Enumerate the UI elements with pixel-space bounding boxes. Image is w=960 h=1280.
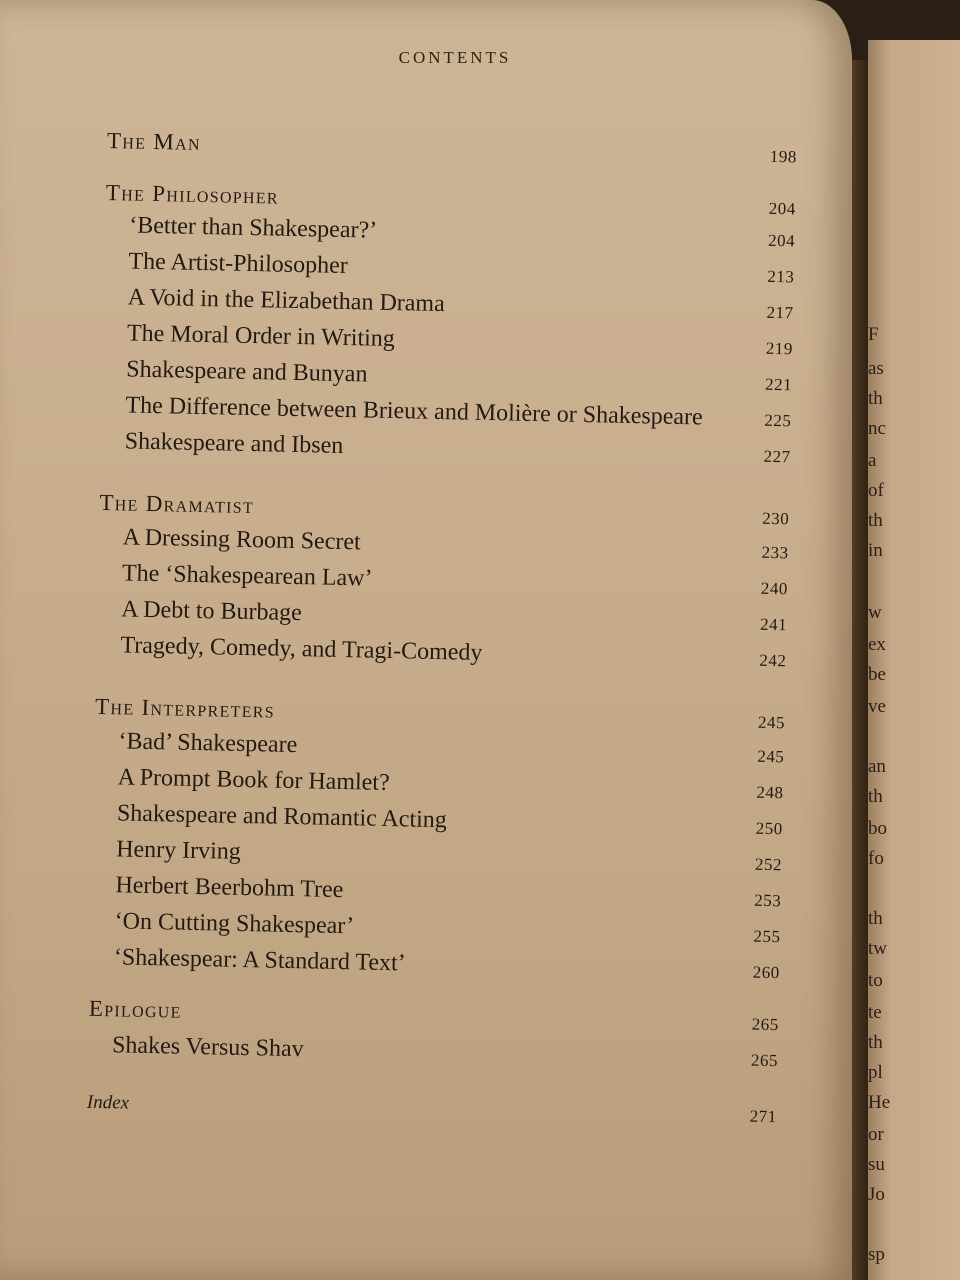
entry-page-number: 217 (766, 302, 794, 323)
entry-title: Shakespeare and Ibsen (124, 428, 344, 459)
facing-text-fragment: te (868, 1002, 882, 1023)
facing-text-fragment: be (868, 664, 886, 685)
entry-page-number: 204 (767, 230, 796, 251)
entry-page-number: 271 (749, 1106, 777, 1127)
toc-entry-the-man (107, 128, 797, 168)
toc-entry-bad-shakespeare (94, 728, 784, 769)
facing-text-fragment: ex (868, 634, 886, 655)
toc-entry-void-elizabethan (103, 284, 793, 325)
toc-entry-standard-text (90, 944, 780, 985)
facing-text-fragment: th (868, 786, 883, 807)
facing-text-fragment: sp (868, 1244, 885, 1265)
entry-title: The Difference between Brieux and Molière or Shakespeare (125, 392, 703, 431)
entry-title: The Dramatist (99, 489, 255, 519)
entry-page-number: 250 (755, 818, 783, 839)
toc-entry-dressing-room (98, 524, 788, 565)
entry-page-number: 198 (769, 146, 798, 167)
entry-title: The ‘Shakespearean Law’ (121, 560, 373, 592)
toc-entry-shakes-versus-shav (88, 1032, 778, 1073)
entry-title: Henry Irving (115, 836, 242, 865)
entry-page-number: 213 (767, 266, 795, 287)
entry-title: The Man (106, 127, 202, 155)
facing-text-fragment: a (868, 450, 877, 471)
entry-page-number: 252 (754, 854, 783, 875)
entry-title: The Philosopher (105, 179, 280, 209)
facing-text-fragment: ve (868, 696, 886, 717)
entry-title: ‘Bad’ Shakespeare (118, 728, 298, 759)
toc-entry-romantic-acting (93, 800, 783, 841)
toc-entry-the-dramatist (99, 490, 789, 530)
entry-title: A Prompt Book for Hamlet? (117, 764, 390, 797)
facing-text-fragment: th (868, 510, 883, 531)
toc-entry-shakespearean-law (98, 560, 788, 601)
table-of-contents (83, 0, 810, 1280)
toc-entry-brieux-moliere (101, 392, 791, 433)
toc-entry-prompt-book (93, 764, 783, 805)
toc-entry-artist-philosopher (104, 248, 794, 289)
facing-text-fragment: F (868, 324, 879, 345)
entry-title: ‘Better than Shakespear?’ (129, 212, 378, 244)
entry-page-number: 221 (764, 374, 793, 395)
entry-page-number: 240 (760, 578, 789, 599)
entry-title: Herbert Beerbohm Tree (115, 872, 344, 904)
toc-entry-the-interpreters (95, 694, 785, 734)
facing-text-fragment: in (868, 540, 883, 561)
entry-page-number: 265 (751, 1014, 779, 1035)
entry-title: A Void in the Elizabethan Drama (127, 284, 446, 318)
entry-title: The Interpreters (94, 693, 276, 723)
facing-text-fragment: tw (868, 938, 887, 959)
entry-title: ‘On Cutting Shakespear’ (114, 908, 355, 940)
facing-text-fragment: as (868, 358, 884, 379)
facing-page (868, 40, 960, 1280)
entry-page-number: 225 (764, 410, 792, 431)
facing-text-fragment: bo (868, 818, 887, 839)
toc-entry-henry-irving (92, 836, 782, 877)
entry-title: A Debt to Burbage (120, 596, 303, 627)
facing-text-fragment: nc (868, 418, 886, 439)
facing-text-fragment: th (868, 388, 883, 409)
facing-text-fragment: to (868, 970, 883, 991)
entry-title: Shakespeare and Romantic Acting (116, 800, 448, 834)
entry-page-number: 265 (750, 1050, 779, 1071)
toc-entry-shakespeare-bunyan (102, 356, 792, 397)
entry-page-number: 219 (765, 338, 794, 359)
facing-text-fragment: of (868, 480, 884, 501)
running-head: CONTENTS (398, 48, 512, 67)
facing-text-fragment: pl (868, 1062, 883, 1083)
toc-entry-moral-order (103, 320, 793, 361)
facing-text-fragment: th (868, 908, 883, 929)
entry-page-number: 233 (761, 542, 789, 563)
toc-entry-tragedy-comedy (96, 632, 786, 673)
entry-page-number: 242 (759, 650, 787, 671)
facing-text-fragment: su (868, 1154, 885, 1175)
toc-entry-debt-burbage (97, 596, 787, 637)
facing-text-fragment: w (868, 602, 882, 623)
entry-page-number: 227 (763, 446, 791, 467)
facing-text-fragment: an (868, 756, 886, 777)
entry-page-number: 241 (759, 614, 788, 635)
entry-title: Tragedy, Comedy, and Tragi-Comedy (120, 632, 483, 666)
facing-text-fragment: fo (868, 848, 884, 869)
entry-title: Shakespeare and Bunyan (125, 356, 368, 388)
facing-text-fragment: He (868, 1092, 891, 1113)
toc-entry-epilogue (89, 996, 779, 1036)
entry-title: ‘Shakespear: A Standard Text’ (113, 944, 406, 977)
facing-text-fragment: Jo (868, 1184, 885, 1205)
entry-title: The Moral Order in Writing (126, 320, 396, 353)
entry-page-number: 248 (756, 782, 784, 803)
toc-entry-index (87, 1092, 777, 1128)
entry-page-number: 245 (757, 746, 785, 767)
entry-title: A Dressing Room Secret (122, 524, 361, 556)
toc-entry-beerbohm-tree (91, 872, 781, 913)
toc-entry-shakespeare-ibsen (100, 428, 790, 469)
entry-page-number: 230 (762, 508, 790, 529)
entry-title: Index (86, 1091, 130, 1114)
entry-page-number: 260 (752, 962, 780, 983)
entry-title: Shakes Versus Shav (111, 1032, 304, 1063)
entry-page-number: 204 (768, 198, 796, 219)
entry-page-number: 245 (757, 712, 786, 733)
facing-text-fragment: th (868, 1032, 883, 1053)
facing-text-fragment: or (868, 1124, 884, 1145)
toc-entry-on-cutting (90, 908, 780, 949)
entry-title: Epilogue (88, 995, 183, 1023)
entry-title: The Artist-Philosopher (128, 248, 349, 280)
entry-page-number: 253 (754, 890, 782, 911)
entry-page-number: 255 (753, 926, 781, 947)
